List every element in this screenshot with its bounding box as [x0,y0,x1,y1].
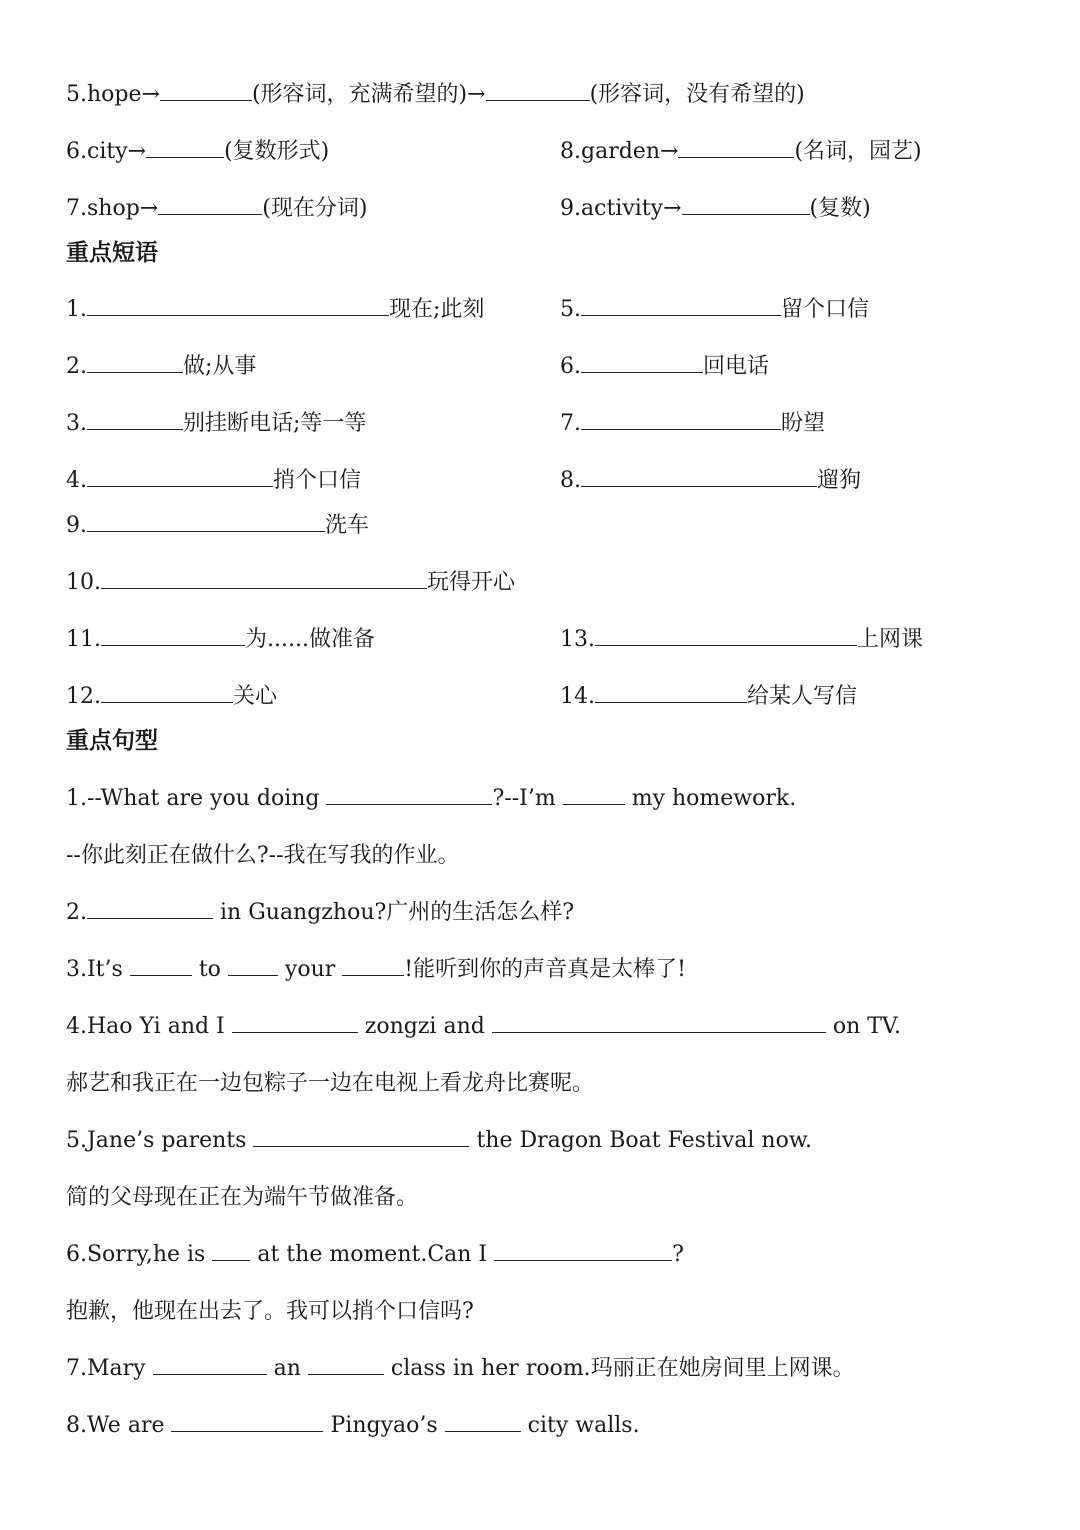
phrase-item: 6. 回电话 [560,354,770,379]
answer-blank[interactable] [342,955,404,976]
word-form-item: 8.garden→ (名词，园艺) [560,139,922,164]
answer-blank[interactable] [87,352,183,373]
sentence-item: 5.Jane’s parents the Dragon Boat Festival now. [66,1128,813,1153]
phrase-item: 2. 做;从事 [66,354,257,379]
phrase-item: 11. 为......做准备 [66,627,375,652]
answer-blank[interactable] [595,625,857,646]
section-heading-sentences: 重点句型 [66,728,158,754]
answer-blank[interactable] [101,625,245,646]
sentence-item: 1.--What are you doing ?--I’m my homework. [66,786,797,811]
phrase-item: 8. 遛狗 [560,468,862,493]
answer-blank[interactable] [486,80,590,101]
answer-blank[interactable] [253,1126,469,1147]
sentence-item: 3.It’s to your !能听到你的声音真是太棒了! [66,957,686,982]
answer-blank[interactable] [153,1354,267,1375]
phrase-item: 13. 上网课 [560,627,924,652]
answer-blank[interactable] [101,682,233,703]
word-form-item: 5.hope→ (形容词，充满希望的)→ (形容词，没有希望的) [66,82,805,107]
answer-blank[interactable] [581,409,781,430]
answer-blank[interactable] [87,409,183,430]
phrase-item: 10. 玩得开心 [66,570,516,595]
answer-blank[interactable] [87,898,213,919]
word-form-item: 7.shop→ (现在分词) [66,196,368,221]
answer-blank[interactable] [232,1012,358,1033]
answer-blank[interactable] [87,511,325,532]
answer-blank[interactable] [581,352,703,373]
answer-blank[interactable] [581,466,817,487]
answer-blank[interactable] [212,1240,250,1261]
word-form-item: 9.activity→ (复数) [560,196,871,221]
answer-blank[interactable] [308,1354,384,1375]
answer-blank[interactable] [101,568,427,589]
sentence-item: 8.We are Pingyao’s city walls. [66,1413,640,1438]
phrase-item: 4. 捎个口信 [66,468,362,493]
answer-blank[interactable] [494,1240,672,1261]
answer-blank[interactable] [678,137,794,158]
answer-blank[interactable] [87,295,389,316]
sentence-translation: 抱歉，他现在出去了。我可以捎个口信吗? [66,1299,474,1324]
answer-blank[interactable] [146,137,224,158]
sentence-item: 6.Sorry,he is at the moment.Can I ? [66,1242,684,1267]
phrase-item: 1. 现在;此刻 [66,297,485,322]
sentence-item: 7.Mary an class in her room.玛丽正在她房间里上网课。 [66,1356,855,1381]
answer-blank[interactable] [171,1411,323,1432]
phrase-item: 14. 给某人写信 [560,684,858,709]
section-heading-phrases: 重点短语 [66,240,158,266]
sentence-translation: 简的父母现在正在为端午节做准备。 [66,1185,419,1210]
answer-blank[interactable] [445,1411,521,1432]
answer-blank[interactable] [160,80,252,101]
answer-blank[interactable] [682,194,810,215]
answer-blank[interactable] [326,784,492,805]
phrase-item: 5. 留个口信 [560,297,870,322]
answer-blank[interactable] [228,955,278,976]
sentence-item: 2. in Guangzhou?广州的生活怎么样? [66,900,575,925]
phrase-item: 9. 洗车 [66,513,370,538]
phrase-item: 12. 关心 [66,684,278,709]
answer-blank[interactable] [595,682,747,703]
answer-blank[interactable] [581,295,781,316]
sentence-translation: 郝艺和我正在一边包粽子一边在电视上看龙舟比赛呢。 [66,1071,595,1096]
sentence-translation: --你此刻正在做什么?--我在写我的作业。 [66,843,460,868]
sentence-item: 4.Hao Yi and I zongzi and on TV. [66,1014,901,1039]
answer-blank[interactable] [130,955,192,976]
phrase-item: 3. 别挂断电话;等一等 [66,411,367,436]
answer-blank[interactable] [492,1012,826,1033]
answer-blank[interactable] [87,466,273,487]
answer-blank[interactable] [158,194,262,215]
phrase-item: 7. 盼望 [560,411,826,436]
answer-blank[interactable] [563,784,625,805]
word-form-item: 6.city→ (复数形式) [66,139,330,164]
